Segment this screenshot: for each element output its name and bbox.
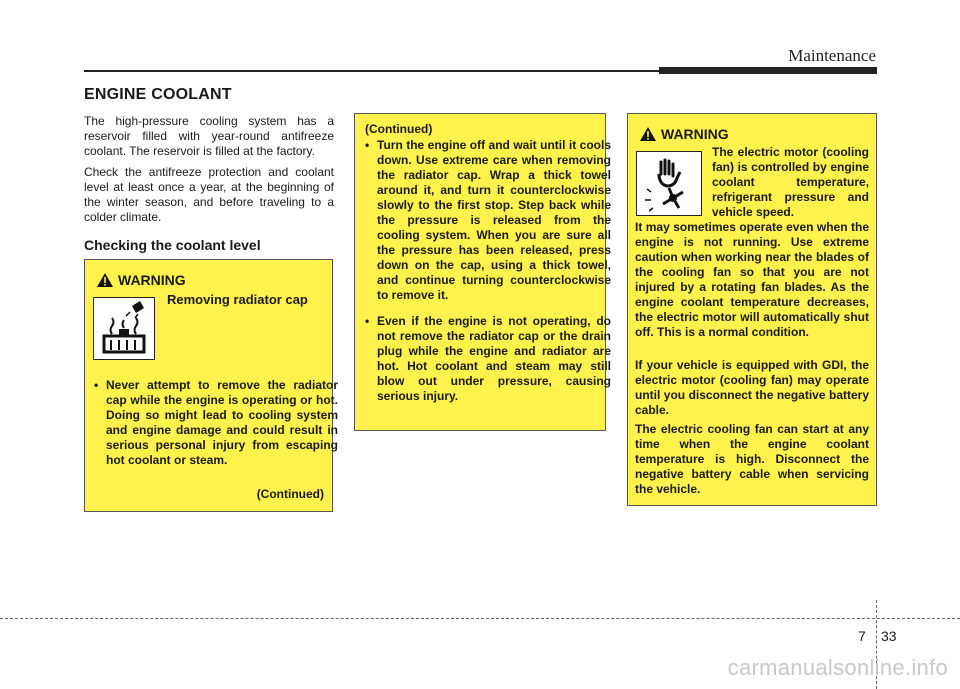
chapter-number: 7	[858, 628, 866, 644]
warning-box-radiator-cap	[84, 259, 338, 512]
fan-warning-paragraph-1: It may sometimes operate even when the engine is not running. Use extreme caution when working near the blades of the cooling fan so that you are not injured by a rotating fan blades. As the engine coolant temperature decreases, the electric motor will automatically shut off. This is a normal condition.	[635, 220, 869, 339]
warning-label: WARNING	[661, 126, 729, 142]
hand-fan-icon	[636, 151, 702, 216]
intro-paragraph-2: Check the antifreeze protection and coolant level at least once a year, at the beginning of the winter season, and before traveling to a colder climate.	[84, 165, 334, 224]
watermark: carmanualsonline.info	[727, 655, 948, 680]
continued-header: (Continued)	[365, 122, 433, 136]
continued-label: (Continued)	[256, 487, 324, 501]
section-title: ENGINE COOLANT	[84, 86, 232, 103]
continued-bullet-1: • Turn the engine off and wait until it cools down. Use extreme care when removing the radiator cap. Wrap a thick towel around it, and turn it counterclockwise slowly to the first stop. Step back while the pressure is released from the cooling system. When you are sure all the pressure has been released, press down on the cap, using a thick towel, and continue turning counterclockwise to remove it.	[363, 138, 611, 303]
continued-warning-box	[354, 113, 611, 431]
warning-header	[97, 272, 186, 288]
warning-triangle-icon	[640, 127, 656, 141]
fan-warning-paragraph-3: The electric cooling fan can start at any time when the engine coolant temperature is high. Disconnect the negative battery cable when servicing the vehicle.	[635, 422, 869, 496]
warning-label: WARNING	[118, 272, 186, 288]
header-rule	[84, 70, 659, 72]
warning-title: Removing radiator cap	[167, 292, 308, 307]
warning-triangle-icon	[97, 273, 113, 287]
fan-warning-paragraph-2: If your vehicle is equipped with GDI, the electric motor (cooling fan) may operate until you disconnect the negative battery cable.	[635, 358, 869, 417]
warning-header	[640, 126, 729, 142]
footer-rule	[0, 618, 960, 619]
page-number: 33	[881, 628, 897, 644]
continued-bullet-2: • Even if the engine is not operating, do not remove the radiator cap or the drain plug while the engine and radiator are hot. Hot coolant and steam may still blow out under pressure, causing serious injury.	[363, 314, 611, 404]
warning-bullet: • Never attempt to remove the radiator cap while the engine is operating or hot. Doing so might lead to cooling system and engine damage and could result in serious personal injury from escaping hot coolant or steam.	[92, 378, 338, 468]
intro-text	[84, 114, 334, 231]
header-bar	[659, 67, 877, 74]
subheading: Checking the coolant level	[84, 237, 261, 253]
warning-box-cooling-fan	[627, 113, 877, 506]
header-title: Maintenance	[788, 46, 876, 65]
fan-warning-intro: The electric motor (cooling fan) is controlled by engine coolant temperature, refrigerant pressure and vehicle speed.	[712, 145, 869, 219]
intro-paragraph-1: The high-pressure cooling system has a reservoir filled with year-round antifreeze coolant. The reservoir is filled at the factory.	[84, 114, 334, 158]
radiator-steam-icon	[93, 297, 155, 360]
